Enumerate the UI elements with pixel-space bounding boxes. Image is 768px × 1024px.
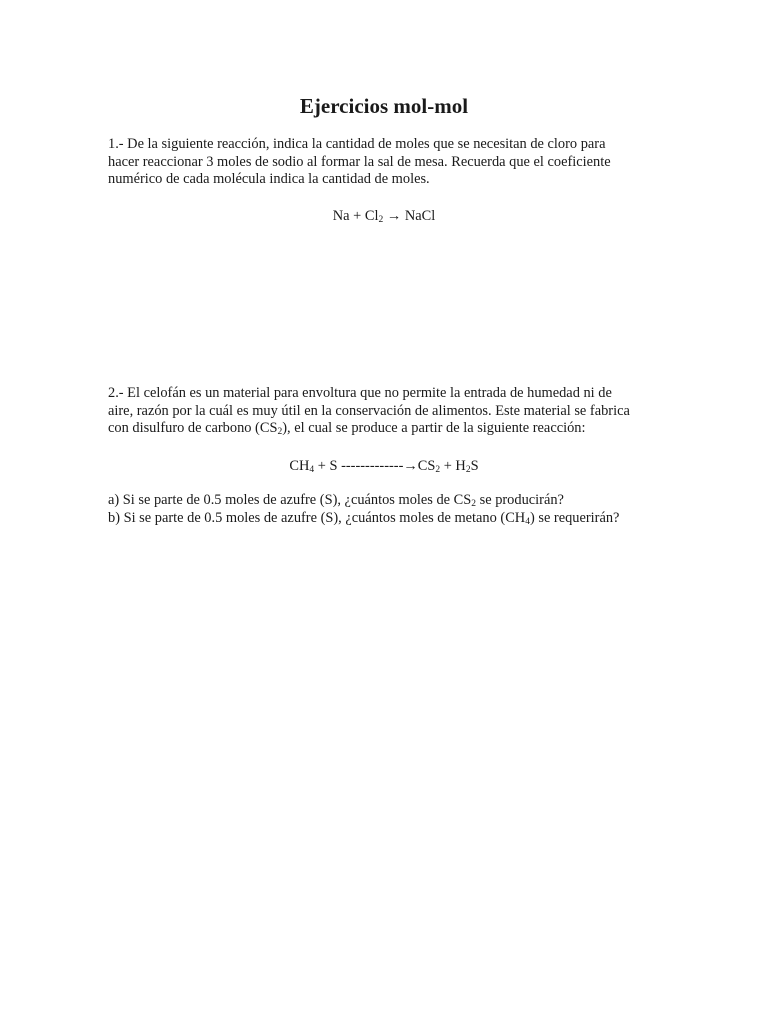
arrow-icon: → [403,458,418,474]
exercise-1-line: numérico de cada molécula indica la cantidad de moles. [108,171,430,187]
question-b [108,510,668,528]
formula-h2s: + H [440,458,466,474]
text-segment: con disulfuro de carbono (CS [108,420,278,436]
page-title: Ejercicios mol-mol [299,94,469,118]
question-text: se producirán? [476,492,564,508]
formula-ch4: CH [289,458,310,474]
subscript: 4 [309,465,315,475]
formula-h2s-end: S [470,458,479,474]
subscript: 2 [471,499,477,509]
question-text: ) se requerirán? [529,510,620,526]
reaction-arrow: → [383,208,405,224]
exercise-2-line: aire, razón por la cuál es muy útil en la conservación de alimentos. Este material se fabrica [108,402,630,419]
exercise-2-line: 2.- El celofán es un material para envoltura que no permite la entrada de humedad ni de [108,385,612,401]
exercise-1-line: 1.- De la siguiente reacción, indica la cantidad de moles que se necesitan de cloro para [108,136,606,152]
exercise-1-statement [108,136,668,189]
exercise-2-equation [0,457,768,475]
exercise-2-line [108,420,668,438]
equation-product: NaCl [404,208,436,224]
question-text: b) Si se parte de 0.5 moles de azufre (S), ¿cuántos moles de metano (CH [108,510,526,526]
subscript: 2 [277,427,283,437]
subscript: 2 [465,465,471,475]
subscript: 4 [525,517,530,527]
exercise-1-line: hacer reaccionar 3 moles de sodio al formar la sal de mesa. Recuerda que el coeficiente [108,153,611,170]
formula-s: + S [314,458,342,474]
subscript: 2 [435,465,441,475]
subscript: 2 [378,215,384,225]
equation-reactants: Na + Cl [332,208,379,224]
reaction-dashes: ------------- [341,458,404,474]
formula-cs2: CS [417,458,436,474]
exercise-2-statement [108,385,668,438]
exercise-1-equation [0,207,768,225]
text-segment: ), el cual se produce a partir de la siguiente reacción: [282,420,586,436]
question-text: a) Si se parte de 0.5 moles de azufre (S), ¿cuántos moles de CS [108,492,472,508]
question-a [108,492,668,510]
